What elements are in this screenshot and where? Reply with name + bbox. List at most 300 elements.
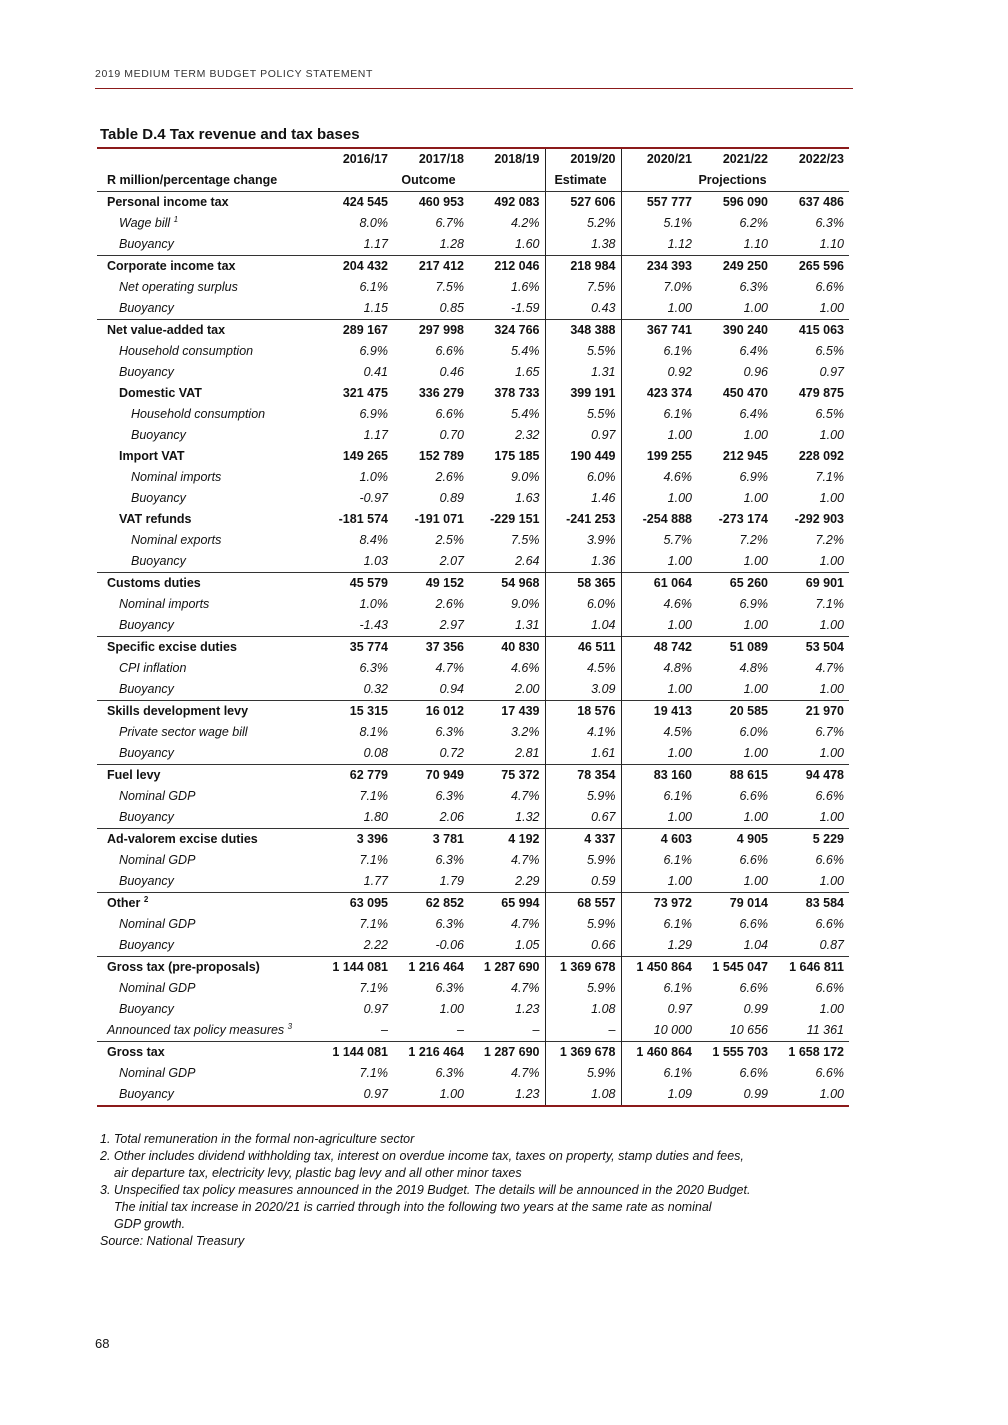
table-row	[97, 871, 849, 893]
cell-value: 6.7%	[815, 725, 844, 739]
cell-value: 6.6%	[815, 917, 844, 931]
cell-value: 4.7%	[435, 661, 464, 675]
cell-value: 1.00	[819, 810, 844, 824]
cell-value: 289 167	[317, 320, 393, 342]
cell-value: 1.28	[439, 237, 464, 251]
table-row	[97, 658, 849, 679]
row-label-text: Buoyancy	[119, 237, 174, 251]
cell-value: 2.29	[515, 874, 540, 888]
cell-value: -181 574	[338, 512, 388, 526]
cell-value: 35 774	[317, 637, 393, 659]
cell-value: 6.6%	[815, 789, 844, 803]
cell-value: 6.3%	[435, 1066, 464, 1080]
cell-value: 3 396	[317, 829, 393, 851]
cell-value: 1.00	[819, 746, 844, 760]
row-label	[97, 320, 317, 342]
cell-value: 6.9%	[359, 344, 388, 358]
table-row	[97, 213, 849, 234]
row-label	[97, 722, 317, 743]
estimate-label: Estimate	[545, 170, 621, 192]
cell-value: 1.17	[363, 428, 388, 442]
row-label-text: Private sector wage bill	[119, 725, 248, 739]
cell-value: 479 875	[798, 386, 844, 400]
table-row	[97, 192, 849, 214]
row-label	[97, 551, 317, 573]
cell-value: 1.00	[819, 874, 844, 888]
cell-value: 6.1%	[621, 978, 697, 999]
cell-value: 6.1%	[621, 1063, 697, 1084]
cell-value: 7.1%	[359, 853, 388, 867]
cell-value: 49 152	[393, 573, 469, 595]
cell-value: 4 337	[545, 829, 621, 851]
cell-value: -254 888	[621, 509, 697, 530]
row-label	[97, 509, 317, 530]
year-header: 2017/18	[393, 148, 469, 170]
table-row	[97, 850, 849, 871]
cell-value: 1.00	[621, 871, 697, 893]
cell-value: 5.9%	[545, 914, 621, 935]
cell-value: 6.6%	[739, 853, 768, 867]
cell-value: 6.6%	[739, 1066, 768, 1080]
cell-value: 7.1%	[815, 470, 844, 484]
table-row	[97, 765, 849, 787]
cell-value: –	[381, 1023, 388, 1037]
row-label-text: Nominal GDP	[119, 1066, 196, 1080]
cell-value: 1 450 864	[621, 957, 697, 979]
cell-value: 0.99	[743, 1002, 768, 1016]
cell-value: –	[545, 1020, 621, 1042]
row-label	[97, 871, 317, 893]
row-label	[97, 277, 317, 298]
cell-value: 48 742	[621, 637, 697, 659]
row-label-text: Announced tax policy measures	[107, 1023, 285, 1037]
row-label	[97, 1020, 317, 1042]
cell-value: 234 393	[621, 256, 697, 278]
cell-value: 3 781	[393, 829, 469, 851]
cell-value: 423 374	[621, 383, 697, 404]
cell-value: 10 656	[729, 1023, 768, 1037]
cell-value: 4 192	[469, 829, 545, 851]
cell-value: 75 372	[469, 765, 545, 787]
row-label-text: Nominal GDP	[119, 789, 196, 803]
year-header: 2022/23	[773, 148, 849, 170]
row-label	[97, 213, 317, 234]
cell-value: 4.7%	[511, 789, 540, 803]
row-label-text: Corporate income tax	[107, 259, 236, 273]
cell-value: 5.9%	[545, 978, 621, 999]
cell-value: 18 576	[545, 701, 621, 723]
cell-value: -0.06	[435, 938, 464, 952]
cell-value: 1.00	[439, 1002, 464, 1016]
row-label	[97, 701, 317, 723]
cell-value: 415 063	[773, 320, 849, 342]
cell-value: 4.6%	[511, 661, 540, 675]
cell-value: 2.22	[363, 938, 388, 952]
cell-value: 16 012	[393, 701, 469, 723]
cell-value: 336 279	[418, 386, 464, 400]
table-row	[97, 256, 849, 278]
table-row	[97, 679, 849, 701]
table-row	[97, 404, 849, 425]
table-row	[97, 701, 849, 723]
cell-value: 7.2%	[739, 533, 768, 547]
cell-value: 4.7%	[815, 661, 844, 675]
cell-value: 0.97	[363, 1002, 388, 1016]
note-3-cont2: GDP growth.	[114, 1217, 186, 1231]
row-label-text: Personal income tax	[107, 195, 229, 209]
cell-value: 527 606	[545, 192, 621, 214]
cell-value: 199 255	[621, 446, 697, 467]
cell-value: 265 596	[773, 256, 849, 278]
tax-revenue-table	[97, 147, 849, 1107]
row-label	[97, 1084, 317, 1106]
cell-value: 1.00	[621, 807, 697, 829]
table-row	[97, 277, 849, 298]
table-row	[97, 341, 849, 362]
table-row	[97, 637, 849, 659]
cell-value: 5.9%	[545, 786, 621, 807]
row-label	[97, 1063, 317, 1084]
table-row	[97, 807, 849, 829]
row-label-text: Wage bill	[119, 216, 171, 230]
cell-value: 1 144 081	[317, 957, 393, 979]
cell-value: 6.1%	[621, 341, 697, 362]
cell-value: 228 092	[798, 449, 844, 463]
row-label	[97, 467, 317, 488]
cell-value: 1 216 464	[393, 1042, 469, 1064]
row-label-text: Buoyancy	[131, 554, 186, 568]
cell-value: 6.3%	[435, 853, 464, 867]
cell-value: 637 486	[798, 195, 844, 209]
cell-value: 1.00	[621, 615, 697, 637]
row-label	[97, 488, 317, 509]
cell-value: –	[457, 1023, 464, 1037]
cell-value: 6.1%	[621, 914, 697, 935]
row-label	[97, 957, 317, 979]
cell-value: 6.0%	[545, 594, 621, 615]
cell-value: 46 511	[545, 637, 621, 659]
cell-value: 88 615	[697, 765, 773, 787]
table-row	[97, 914, 849, 935]
cell-value: 2.00	[515, 682, 540, 696]
cell-value: 1.00	[393, 1084, 469, 1106]
table-row	[97, 786, 849, 807]
cell-value: 1.00	[743, 428, 768, 442]
cell-value: 1.60	[515, 237, 540, 251]
cell-value: 1.00	[819, 554, 844, 568]
row-label	[97, 615, 317, 637]
cell-value: 6.9%	[739, 470, 768, 484]
cell-value: 7.0%	[621, 277, 697, 298]
cell-value: 5.4%	[511, 407, 540, 421]
cell-value: 1.00	[621, 743, 697, 765]
year-header: 2018/19	[469, 148, 545, 170]
cell-value: 1.31	[515, 618, 540, 632]
cell-value: 1.00	[819, 301, 844, 315]
row-label-text: Nominal GDP	[119, 917, 196, 931]
row-label	[97, 298, 317, 320]
cell-value: 5.4%	[511, 344, 540, 358]
row-label-text: Buoyancy	[119, 682, 174, 696]
cell-value: 1.15	[363, 301, 388, 315]
table-row	[97, 530, 849, 551]
row-label-text: Buoyancy	[131, 428, 186, 442]
table-row	[97, 234, 849, 256]
cell-value: 1.05	[515, 938, 540, 952]
cell-value: 6.6%	[739, 917, 768, 931]
cell-value: 6.6%	[435, 407, 464, 421]
cell-value: 6.9%	[359, 407, 388, 421]
row-label	[97, 658, 317, 679]
cell-value: -1.59	[511, 301, 540, 315]
cell-value: 3.9%	[545, 530, 621, 551]
cell-value: 1.00	[621, 298, 697, 320]
header-blank	[97, 148, 317, 170]
cell-value: 218 984	[545, 256, 621, 278]
cell-value: 0.67	[545, 807, 621, 829]
cell-value: 1.00	[743, 301, 768, 315]
table-row	[97, 1020, 849, 1042]
cell-value: 399 191	[545, 383, 621, 404]
cell-value: 7.1%	[815, 597, 844, 611]
unit-header-row	[97, 170, 849, 192]
cell-value: 1.00	[819, 618, 844, 632]
row-label-text: Gross tax	[107, 1045, 165, 1059]
cell-value: 51 089	[697, 637, 773, 659]
cell-value: 5.5%	[545, 341, 621, 362]
cell-value: 4.1%	[545, 722, 621, 743]
cell-value: 390 240	[697, 320, 773, 342]
cell-value: 152 789	[418, 449, 464, 463]
cell-value: 7.1%	[359, 1066, 388, 1080]
cell-value: 1.00	[621, 679, 697, 701]
row-label-text: Domestic VAT	[119, 386, 202, 400]
cell-value: 1.32	[515, 810, 540, 824]
cell-value: 0.97	[545, 425, 621, 446]
row-label-text: Household consumption	[119, 344, 254, 358]
table-row	[97, 383, 849, 404]
cell-value: 15 315	[317, 701, 393, 723]
cell-value: 6.6%	[739, 789, 768, 803]
cell-value: 1.23	[469, 1084, 545, 1106]
cell-value: 1.00	[773, 1084, 849, 1106]
cell-value: 8.0%	[359, 216, 388, 230]
cell-value: 70 949	[393, 765, 469, 787]
cell-value: 1.00	[743, 810, 768, 824]
row-label	[97, 765, 317, 787]
table-row	[97, 1063, 849, 1084]
cell-value: 460 953	[418, 195, 464, 209]
row-label	[97, 850, 317, 871]
cell-value: 1 287 690	[469, 1042, 545, 1064]
cell-value: 6.3%	[359, 661, 388, 675]
cell-value: 65 260	[697, 573, 773, 595]
cell-value: 1.77	[363, 874, 388, 888]
cell-value: -1.43	[359, 618, 388, 632]
row-label-text: Nominal exports	[131, 533, 222, 547]
footnote-ref: 1	[173, 214, 179, 224]
cell-value: 6.0%	[545, 467, 621, 488]
cell-value: 4.7%	[511, 853, 540, 867]
table-row	[97, 298, 849, 320]
cell-value: 2.32	[515, 428, 540, 442]
table-row	[97, 829, 849, 851]
cell-value: 6.6%	[739, 981, 768, 995]
cell-value: 6.3%	[435, 917, 464, 931]
row-label-text: Household consumption	[131, 407, 266, 421]
cell-value: 6.1%	[621, 850, 697, 871]
row-label	[97, 637, 317, 659]
cell-value: 4.2%	[511, 216, 540, 230]
cell-value: 4 905	[697, 829, 773, 851]
row-label-text: Skills development levy	[107, 704, 249, 718]
cell-value: 7.5%	[545, 277, 621, 298]
cell-value: 0.87	[819, 938, 844, 952]
cell-value: 1.6%	[511, 280, 540, 294]
cell-value: 1.00	[621, 425, 697, 446]
table-row	[97, 551, 849, 573]
cell-value: 0.66	[545, 935, 621, 957]
cell-value: 492 083	[494, 195, 540, 209]
row-label-text: Import VAT	[119, 449, 185, 463]
row-label	[97, 234, 317, 256]
cell-value: 7.1%	[359, 917, 388, 931]
cell-value: 1.00	[743, 874, 768, 888]
cell-value: 1 545 047	[697, 957, 773, 979]
cell-value: 10 000	[621, 1020, 697, 1042]
row-label	[97, 978, 317, 999]
cell-value: 1 646 811	[773, 957, 849, 979]
cell-value: 348 388	[545, 320, 621, 342]
row-label-text: Buoyancy	[119, 618, 174, 632]
cell-value: 6.4%	[739, 344, 768, 358]
cell-value: 450 470	[722, 386, 768, 400]
cell-value: 1.00	[819, 491, 844, 505]
cell-value: 1 287 690	[469, 957, 545, 979]
table-row	[97, 615, 849, 637]
cell-value: 3.2%	[511, 725, 540, 739]
cell-value: -292 903	[794, 512, 844, 526]
table-row	[97, 446, 849, 467]
cell-value: –	[532, 1023, 540, 1037]
cell-value: -241 253	[545, 509, 621, 530]
cell-value: 5.5%	[545, 404, 621, 425]
row-label	[97, 425, 317, 446]
cell-value: 149 265	[342, 449, 388, 463]
cell-value: 5.1%	[621, 213, 697, 234]
cell-value: 2.06	[439, 810, 464, 824]
cell-value: 1 658 172	[773, 1042, 849, 1064]
cell-value: 4.6%	[621, 594, 697, 615]
note-3: 3. Unspecified tax policy measures announced in the 2019 Budget. The details will be announced in the 2020 Budget.	[100, 1183, 751, 1197]
cell-value: 37 356	[393, 637, 469, 659]
row-label	[97, 362, 317, 383]
cell-value: 0.32	[363, 682, 388, 696]
cell-value: 6.3%	[435, 789, 464, 803]
cell-value: 1.08	[545, 1084, 621, 1106]
cell-value: 0.89	[439, 491, 464, 505]
row-label	[97, 1042, 317, 1064]
cell-value: 78 354	[545, 765, 621, 787]
row-label-text: Buoyancy	[119, 301, 174, 315]
footnote-ref: 3	[287, 1021, 293, 1031]
note-3-cont: The initial tax increase in 2020/21 is carried through into the following two years at the same rate as nominal	[114, 1200, 712, 1214]
page-number: 68	[95, 1336, 110, 1351]
table-row	[97, 743, 849, 765]
cell-value: 2.64	[515, 554, 540, 568]
outcome-label: Outcome	[393, 170, 469, 192]
cell-value: 4.7%	[511, 1066, 540, 1080]
cell-value: 4.7%	[511, 981, 540, 995]
cell-value: 1.00	[819, 682, 844, 696]
cell-value: 6.7%	[435, 216, 464, 230]
cell-value: 9.0%	[511, 597, 540, 611]
cell-value: 1.17	[363, 237, 388, 251]
cell-value: 94 478	[773, 765, 849, 787]
cell-value: 190 449	[545, 446, 621, 467]
table-row	[97, 594, 849, 615]
cell-value: 1 216 464	[393, 957, 469, 979]
row-label-text: Nominal imports	[131, 470, 222, 484]
cell-value: 6.5%	[815, 407, 844, 421]
cell-value: 217 412	[393, 256, 469, 278]
note-2-cont: air departure tax, electricity levy, plastic bag levy and all other minor taxes	[114, 1166, 522, 1180]
cell-value: 1.61	[545, 743, 621, 765]
row-label	[97, 999, 317, 1020]
table-row	[97, 999, 849, 1020]
cell-value: 6.6%	[815, 280, 844, 294]
cell-value: 65 994	[469, 893, 545, 915]
row-label-text: Buoyancy	[131, 491, 186, 505]
cell-value: 0.97	[317, 1084, 393, 1106]
cell-value: 1.00	[743, 554, 768, 568]
source-note: Source: National Treasury	[100, 1234, 245, 1248]
row-label	[97, 807, 317, 829]
table-row	[97, 425, 849, 446]
table-row	[97, 1084, 849, 1106]
cell-value: 4.7%	[511, 917, 540, 931]
cell-value: 1.00	[743, 491, 768, 505]
unit-label: R million/percentage change	[97, 170, 317, 192]
table-row	[97, 573, 849, 595]
table-row	[97, 935, 849, 957]
year-header: 2021/22	[697, 148, 773, 170]
cell-value: -191 071	[414, 512, 464, 526]
cell-value: 58 365	[545, 573, 621, 595]
cell-value: 2.97	[439, 618, 464, 632]
cell-value: 53 504	[773, 637, 849, 659]
table-row	[97, 893, 849, 915]
row-label-text: Fuel levy	[107, 768, 161, 782]
table-row	[97, 957, 849, 979]
footnote-ref: 2	[143, 894, 149, 904]
cell-value: 17 439	[469, 701, 545, 723]
cell-value: 1.00	[621, 488, 697, 509]
table-row	[97, 320, 849, 342]
cell-value: 6.1%	[621, 786, 697, 807]
cell-value: 1.23	[515, 1002, 540, 1016]
cell-value: 1.29	[621, 935, 697, 957]
cell-value: 0.43	[545, 298, 621, 320]
cell-value: 1.36	[545, 551, 621, 573]
row-label	[97, 573, 317, 595]
cell-value: 1.00	[819, 1002, 844, 1016]
cell-value: 1.46	[545, 488, 621, 509]
cell-value: 1.10	[819, 237, 844, 251]
cell-value: 1.63	[515, 491, 540, 505]
cell-value: 73 972	[621, 893, 697, 915]
row-label-text: Other	[107, 896, 141, 910]
